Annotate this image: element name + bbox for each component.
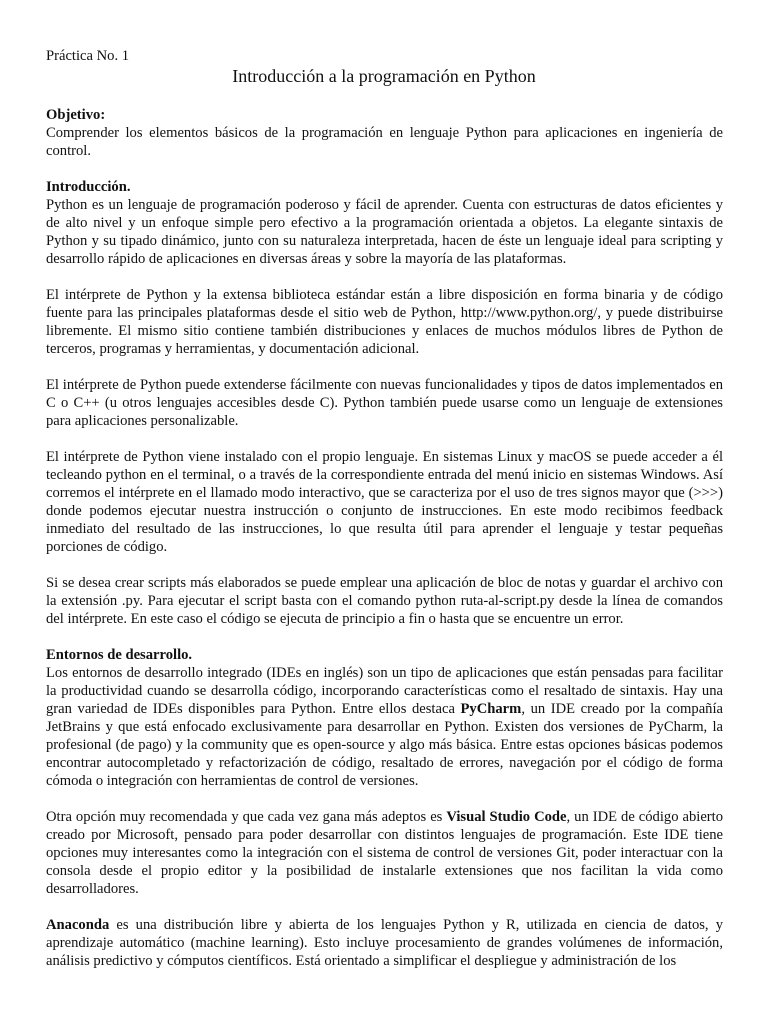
pycharm-term: PyCharm — [460, 701, 522, 717]
entornos-p3-text-b: es una distribución libre y abierta de los lenguajes Python y R, utilizada en ciencia de datos, y aprendizaje automático (machine learning). Esto incluye procesamiento de grandes volúmenes de información, análisis predictivo y cómputos científicos. Está orientado a simplificar el despliegue y administración de los — [46, 917, 723, 969]
introduccion-heading: Introducción. — [46, 179, 131, 195]
entornos-p2-text-a: Otra opción muy recomendada y que cada vez gana más adeptos es — [46, 809, 447, 825]
introduccion-paragraph-3: El intérprete de Python puede extenderse fácilmente con nuevas funcionalidades y tipos de datos implementados en C o C++ (u otros lenguajes accesibles desde C). Python también puede usarse como un lenguaje de extensiones para aplicaciones personalizable. — [46, 377, 723, 429]
introduccion-paragraph-1: Python es un lenguaje de programación poderoso y fácil de aprender. Cuenta con estructuras de datos eficientes y de alto nivel y un enfoque simple pero efectivo a la programación orientada a objetos. La elegante sintaxis de Python y su tipado dinámico, junto con su naturaleza interpretada, hacen de éste un lenguaje ideal para scripting y desarrollo rápido de aplicaciones en diversas áreas y sobre la mayoría de las plataformas. — [46, 197, 723, 267]
introduccion-paragraph-2: El intérprete de Python y la extensa biblioteca estándar están a libre disposición en forma binaria y de código fuente para las principales plataformas desde el sitio web de Python, http://www.python.org/, y puede distribuirse libremente. El mismo sitio contiene también distribuciones y enlaces de muchos módulos libres de Python de terceros, programas y herramientas, y documentación adicional. — [46, 287, 723, 357]
entornos-section — [46, 646, 723, 970]
entornos-p2-text-b: , un IDE de código abierto creado por Microsoft, pensado para poder desarrollar con distintos lenguajes de programación. Este IDE tiene opciones muy interesantes como la integración con el sistema de control de versiones Git, poder interactuar con la consola desde el propio editor y la posibilidad de instalarle extensiones que nos facilitan la vida como desarrolladores. — [46, 809, 724, 897]
objetivo-text: Comprender los elementos básicos de la programación en lenguaje Python para aplicaciones en ingeniería de control. — [46, 125, 723, 159]
entornos-paragraph-1 — [46, 664, 723, 790]
entornos-heading: Entornos de desarrollo. — [46, 647, 193, 663]
entornos-paragraph-3 — [46, 916, 723, 970]
entornos-p1-text-a: Los entornos de desarrollo integrado (IDEs en inglés) son un tipo de aplicaciones que están pensadas para facilitar la productividad cuando se desarrolla código, incorporando características como el resaltado de sintaxis. Hay una gran variedad de IDEs disponibles para Python. Entre ellos destaca — [46, 665, 723, 717]
objetivo-heading: Objetivo: — [46, 107, 106, 123]
document-body — [46, 106, 723, 970]
entornos-paragraph-2 — [46, 808, 723, 898]
introduccion-paragraph-5: Si se desea crear scripts más elaborados se puede emplear una aplicación de bloc de notas y guardar el archivo con la extensión .py. Para ejecutar el script basta con el comando python ruta-al-script.py desde la línea de comandos del intérprete. En este caso el código se ejecuta de principio a fin o hasta que se encuentre un error. — [46, 575, 723, 627]
introduccion-section — [46, 178, 723, 628]
page-title: Introducción a la programación en Python — [232, 66, 536, 86]
vscode-term: Visual Studio Code — [446, 809, 567, 825]
introduccion-paragraph-4: El intérprete de Python viene instalado con el propio lenguaje. En sistemas Linux y macOS se puede acceder a él tecleando python en el terminal, o a través de la correspondiente entrada del menú inicio en sistemas Windows. Así corremos el intérprete en el llamado modo interactivo, que se caracteriza por el uso de tres signos mayor que (>>>) donde podemos ejecutar nuestra instrucción o conjunto de instrucciones. En este modo recibimos feedback inmediato del resultado de las instrucciones, lo que resulta útil para aprender el lenguaje y testar pequeñas porciones de código. — [46, 449, 723, 555]
practice-number: Práctica No. 1 — [46, 48, 130, 64]
objetivo-section — [46, 106, 723, 160]
anaconda-term: Anaconda — [46, 917, 110, 933]
entornos-p1-text-b: , un IDE creado por la compañía JetBrains y que está enfocado exclusivamente para desarrollar en Python. Existen dos versiones de PyCharm, la profesional (de pago) y la community que es open-source y algo más básica. Entre estas opciones básicas podemos encontrar autocompletado y refactorización de código, resaltado de errores, navegación por el código de forma cómoda o integración con herramientas de control de versiones. — [46, 701, 723, 789]
